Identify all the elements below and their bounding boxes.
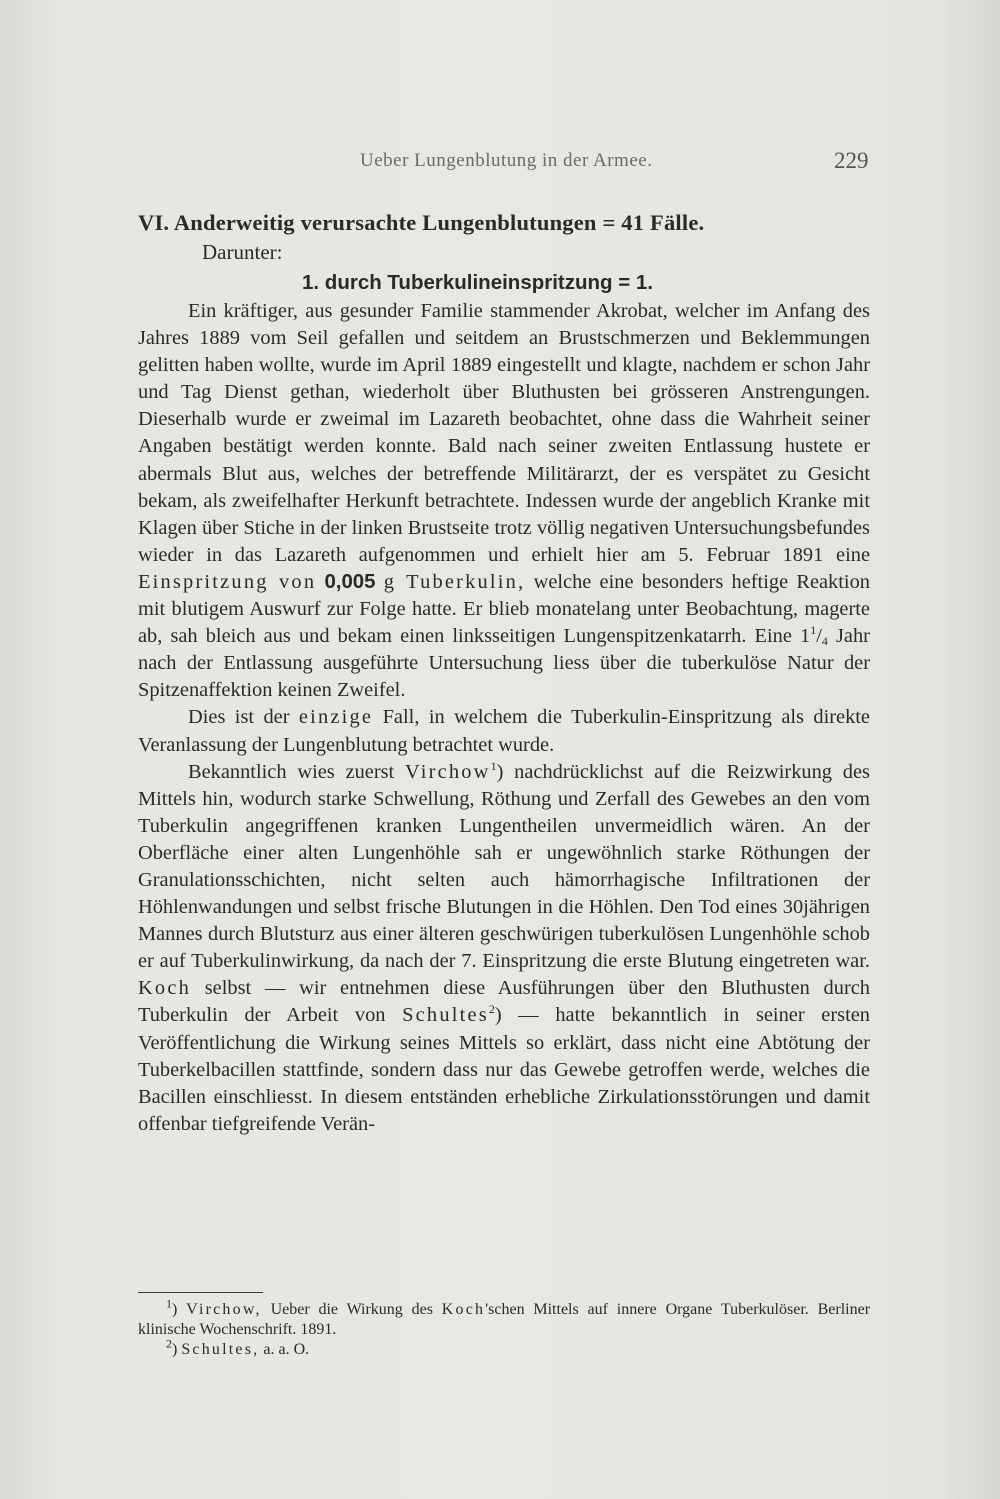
paragraph-1-text-b: welche eine besonders heftige Reaktion mit blutigem Auswurf zur Folge hatte. Er blieb monatelang unter Beobachtung, magerte ab, sah bleich aus und bekam einen linksseitigen Lungenspitzenkatarrh. Eine [138,570,870,648]
paragraph-1-text-a: Ein kräftiger, aus gesunder Familie stammender Akrobat, welcher im Anfang des Jahres 1889 vom Seil gefallen und seitdem an Brustschmerzen und Beklemmungen gelitten haben wollte, wurde im April 1889 eingestellt und klagte, nachdem er schon Jahr und Tag Dienst gethan, wiederholt über Bluthusten bei grösseren Anstrengungen. Dieserhalb wurde er zweimal im Lazareth beobachtet, ohne dass die Wahrheit seiner Angaben bestätigt werden konnte. Bald nach seiner zweiten Entlassung hustete er abermals Blut aus, welches der betreffende Militärarzt, der es verspätet zu Gesicht bekam, als zweifelhafter Herkunft betrachtete. Indessen wurde der angeblich Kranke mit Klagen über Stiche in der linken Brustseite trotz völlig negativen Untersuchungsbefundes wieder in das Lazareth aufgenommen und erhielt hier am 5. Februar 1891 eine [138,300,870,566]
footnote-separator [138,1292,263,1293]
dose-value: 0,005 [324,570,376,593]
footnote-ref-2[interactable]: 2 [488,1002,495,1017]
spaced-injection: Einspritzung von [138,570,317,593]
footnote-1: $^1$) Virchow, Ueber die Wirkung des Koch'schen Mittels auf innere Organe Tuberkulöser. Berliner klinische Wochenschrift. 1891. [138,1296,871,1338]
page-number: 229 [834,148,869,173]
sub-label: Darunter: [202,240,283,264]
author-schultes: Schultes [402,1004,489,1027]
paragraph-1-text-c: Jahr nach der Entlassung ausgeführte Untersuchung liess über die tuberkulöse Natur der Spitzenaffektion keinen Zweifel. [138,625,870,702]
paragraph-2: Dies ist der einzige Fall, in welchem die Tuberkulin-Einspritzung als direkte Veranlassung der Lungenblutung betrachtet wurde. [138,706,870,756]
spaced-einzige: einzige [298,706,374,729]
spaced-tuberkulin: g Tuberkulin, [383,570,526,593]
section-heading: VI. Anderweitig verursachte Lungenblutungen = 41 Fälle. [138,210,705,235]
fraction: $1^1/_4$ [800,623,828,649]
author-koch: Koch [138,977,191,1000]
running-title: Ueber Lungenblutung in der Armee. [360,150,653,171]
footnote-2: $^2$) Schultes, a. a. O. [166,1336,310,1358]
page-header [0,150,1000,180]
paragraph-1 [138,298,870,704]
footnote-ref-1[interactable]: 1 [490,758,497,773]
subheading: 1. durch Tuberkulineinspritzung = 1. [302,271,654,294]
footnotes [138,1296,871,1360]
paragraph-3: Bekanntlich wies zuerst Virchow$^1$) nachdrücklichst auf die Reizwirkung des Mittels hin, wodurch starke Schwellung, Röthung und Zerfall des Gewebes an den vom Tuberkulin angegriffenen kranken Lungentheilen unvermeidlich wären. An der Oberfläche einer alten Lungenhöhle sah er ungewöhnlich starke Röthungen der Granulationsschichten, nicht selten auch hämorrhagische Infiltrationen der Höhlenwandungen und selbst frische Blutungen in die Höhlen. Den Tod eines 30jährigen Mannes durch Blutsturz aus einer älteren geschwürigen tuberkulösen Lungenhöhle schob er auf Tuberkulinwirkung, da nach der 7. Einspritzung die erste Blutung eingetreten war. Koch selbst — wir entnehmen diese Ausführungen über den Bluthusten durch Tuberkulin der Arbeit von Schultes$^2$) — hatte bekanntlich in seiner ersten Veröffentlichung die Wirkung seines Mittels so erklärt, dass nicht eine Abtötung der Tuberkelbacillen stattfinde, sondern dass nur das Gewebe getroffen werde, welches die Bacillen einschliesst. In diesem entständen erhebliche Zirkulationsstörungen und damit offenbar tiefgreifende Verän- [138,758,870,1135]
author-virchow: Virchow [405,760,491,783]
body-text [138,208,870,1138]
